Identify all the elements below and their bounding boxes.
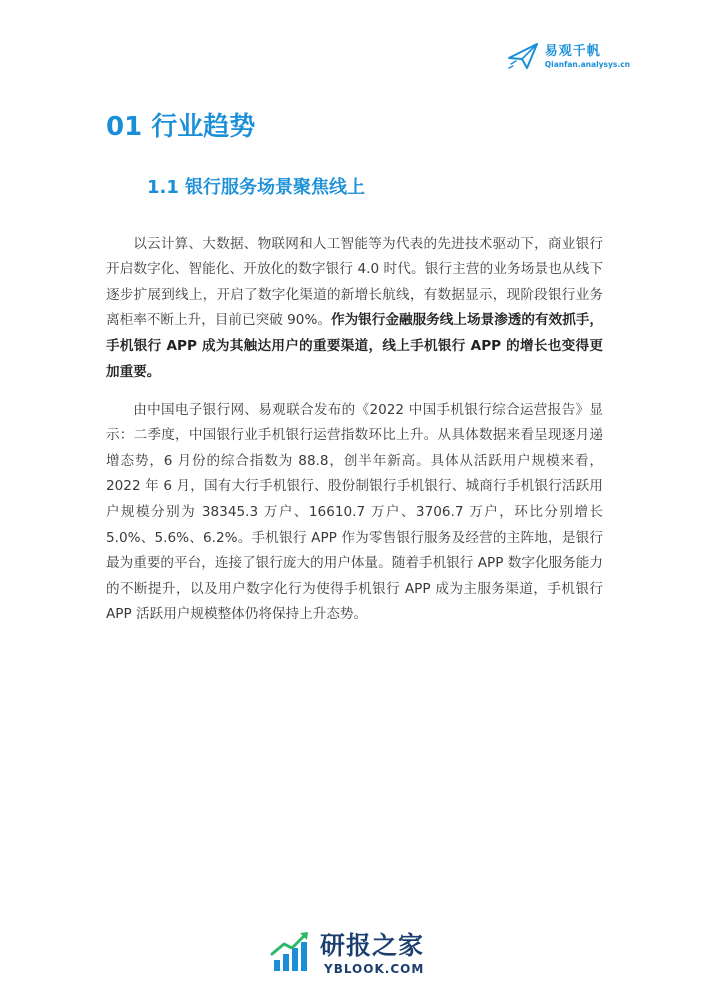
paragraph-2	[106, 398, 603, 628]
section-title: 01 行业趋势	[106, 112, 256, 142]
bar-chart-arrow-icon	[270, 930, 314, 972]
brand-url: Qianfan.analysys.cn	[544, 60, 630, 69]
watermark-name: 研报之家	[320, 931, 425, 960]
brand-name: 易观千帆	[544, 44, 601, 59]
subsection-heading	[147, 173, 365, 199]
subsection-title: 银行服务场景聚焦线上	[185, 177, 365, 198]
paper-plane-icon	[507, 42, 539, 70]
paragraph-1	[106, 232, 603, 386]
paragraph-2-text: 由中国电子银行网、易观联合发布的《2022 中国手机银行综合运营报告》显示：二季度，中国银行业手机银行运营指数环比上升。从具体数据来看呈现逐月递增态势，6 月份的综合指数为 88.8，创半年新高。具体从活跃用户规模来看，2022 年 6 月，国有大行手机银行、股份制银行手机银行、城商行手机银行活跃用户规模分别为 38345.3 万户、16610.7 万户、3706.7 万户，环比分别增长 5.0%、5.6%、6.2%。手机银行 APP 作为零售银行服务及经营的主阵地，是银行最为重要的平台，连接了银行庞大的用户体量。随着手机银行 APP 数字化服务能力的不断提升，以及用户数字化行为使得手机银行 APP 成为主服务渠道，手机银行 APP 活跃用户规模整体仍将保持上升态势。	[106, 401, 603, 623]
watermark-url: YBLOOK.COM	[324, 962, 425, 976]
watermark	[270, 918, 450, 982]
paragraph-1-bold-text: 作为银行金融服务线上场景渗透的有效抓手，手机银行 APP 成为其触达用户的重要渠道，线上手机银行 APP 的增长也变得更加重要。	[106, 312, 603, 380]
paragraph-1-text: 以云计算、大数据、物联网和人工智能等为代表的先进技术驱动下，商业银行开启数字化、智能化、开放化的数字银行 4.0 时代。银行主营的业务场景也从线下逐步扩展到线上，开启了数字化渠道的新增长航线，有数据显示，现阶段银行业务离柜率不断上升，目前已突破 90%。	[106, 235, 603, 329]
brand-logo	[545, 40, 630, 76]
subsection-number: 1.1	[147, 177, 179, 198]
